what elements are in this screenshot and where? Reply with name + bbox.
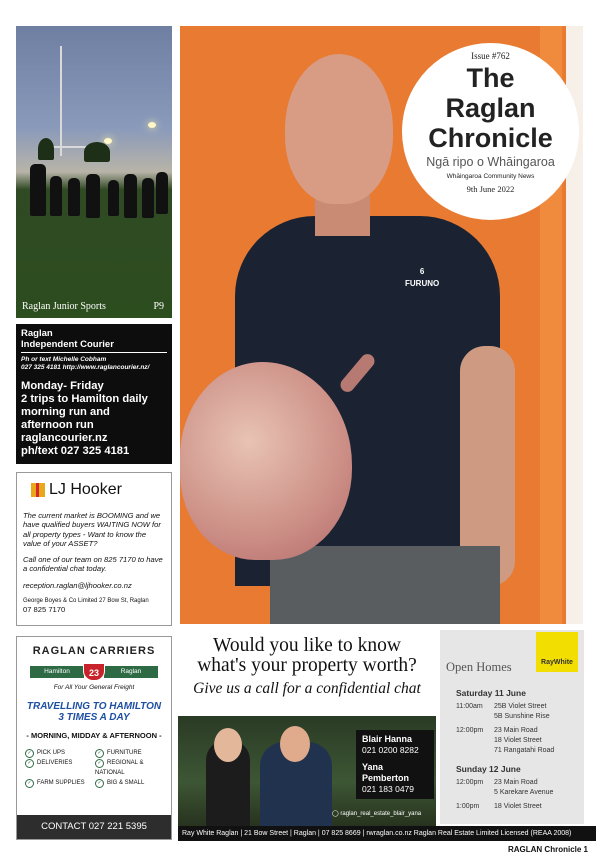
carriers-tagline: For All Your General Freight <box>53 684 135 691</box>
lj-phone: 07 825 7170 <box>23 605 66 615</box>
carriers-title: RAGLAN CARRIERS <box>32 645 156 657</box>
instagram-handle: ◯ raglan_real_estate_blair_yana <box>332 811 422 817</box>
shirt-logo: 6 FURUNO <box>405 267 440 288</box>
carriers-times: - MORNING, MIDDAY & AFTERNOON - <box>26 731 162 740</box>
courier-main-text: Monday- Friday 2 trips to Hamilton daily morning run and afternoon run raglancourier.nz ph/text 027 325 4181 <box>21 380 148 457</box>
community-news: Whāingaroa Community News <box>446 173 535 180</box>
road-sign-left: Hamilton <box>30 666 84 678</box>
open-home-row: 1:00pm 18 Violet Street <box>456 803 542 810</box>
lj-hooker-ad <box>16 472 172 626</box>
day-1: Saturday 11 June <box>456 688 526 698</box>
carriers-contact: CONTACT 027 221 5395 <box>17 815 171 839</box>
courier-contact: Ph or text Michelle Cobham <box>21 356 107 363</box>
open-homes-heading: Open Homes <box>446 660 512 674</box>
open-home-row: 12:00pm 23 Main Road 5 Karekare Avenue <box>456 779 554 796</box>
page-footer: RAGLAN Chronicle 1 <box>507 845 588 854</box>
agent-names: Blair Hanna 021 0200 8282 Yana Pemberton 021 183 0479 <box>356 730 434 799</box>
lj-text-1: The current market is BOOMING and we have qualified buyers WAITING NOW for all property types - Want to know the value of your ASSET? <box>23 511 161 548</box>
raglan-carriers-ad <box>16 636 172 840</box>
lj-hooker-logo-icon <box>31 483 45 497</box>
road-sign-right: Raglan <box>104 666 158 678</box>
carriers-travel: TRAVELLING TO HAMILTON 3 TIMES A DAY <box>26 701 162 723</box>
property-tagline: Give us a call for a confidential chat <box>193 680 421 697</box>
issue-date: 9th June 2022 <box>466 184 515 194</box>
property-question: Would you like to know what's your property worth? <box>197 635 417 676</box>
carriers-services: ✓ PICK UPS ✓ FURNITURE ✓ DELIVERIES ✓ REGIONAL & NATIONAL ✓ FARM SUPPLIES ✓ BIG & SMALL <box>17 740 171 788</box>
lj-address: George Boyes & Co Limited 27 Bow St, Raglan <box>23 598 149 605</box>
sports-page-ref: P9 <box>153 301 164 312</box>
highway-shield-icon: 23 <box>83 663 105 681</box>
agents-photo <box>178 716 436 826</box>
sports-caption: Raglan Junior Sports <box>22 301 106 312</box>
open-home-row: 12:00pm 23 Main Road 18 Violet Street 71 Rangatahi Road <box>456 727 555 754</box>
ray-white-logo: RayWhite <box>536 632 578 672</box>
masthead-title: The Raglan Chronicle <box>428 63 553 153</box>
road-sign <box>30 663 158 681</box>
open-home-row: 11:00am 25B Violet Street 5B Sunshine Rise <box>456 703 550 720</box>
man-head <box>285 54 393 204</box>
courier-title-1: Raglan <box>21 328 53 339</box>
open-homes-panel <box>440 630 584 824</box>
masthead-subtitle: Ngā ripo o Whāingaroa <box>426 155 555 169</box>
lj-text-2: Call one of our team on 825 7170 to have a confidential chat today. <box>23 555 163 574</box>
giant-vegetable <box>180 362 352 560</box>
junior-sports-photo <box>16 26 172 318</box>
ray-white-footer-bar: Ray White Raglan | 21 Bow Street | Raglan | 07 825 8669 | rwraglan.co.nz Raglan Real Estate Limited Licensed (REAA 2008) <box>178 826 596 841</box>
courier-phone-web: 027 325 4181 http://www.raglancourier.nz/ <box>21 364 150 371</box>
lj-email[interactable]: reception.raglan@ljhooker.co.nz <box>23 580 132 590</box>
day-2: Sunday 12 June <box>456 764 521 774</box>
lj-hooker-logo: LJ Hooker <box>31 483 165 497</box>
courier-title-2: Independent Courier <box>21 339 167 353</box>
masthead <box>402 43 579 220</box>
courier-ad <box>16 324 172 464</box>
issue-number: Issue #762 <box>471 51 510 61</box>
